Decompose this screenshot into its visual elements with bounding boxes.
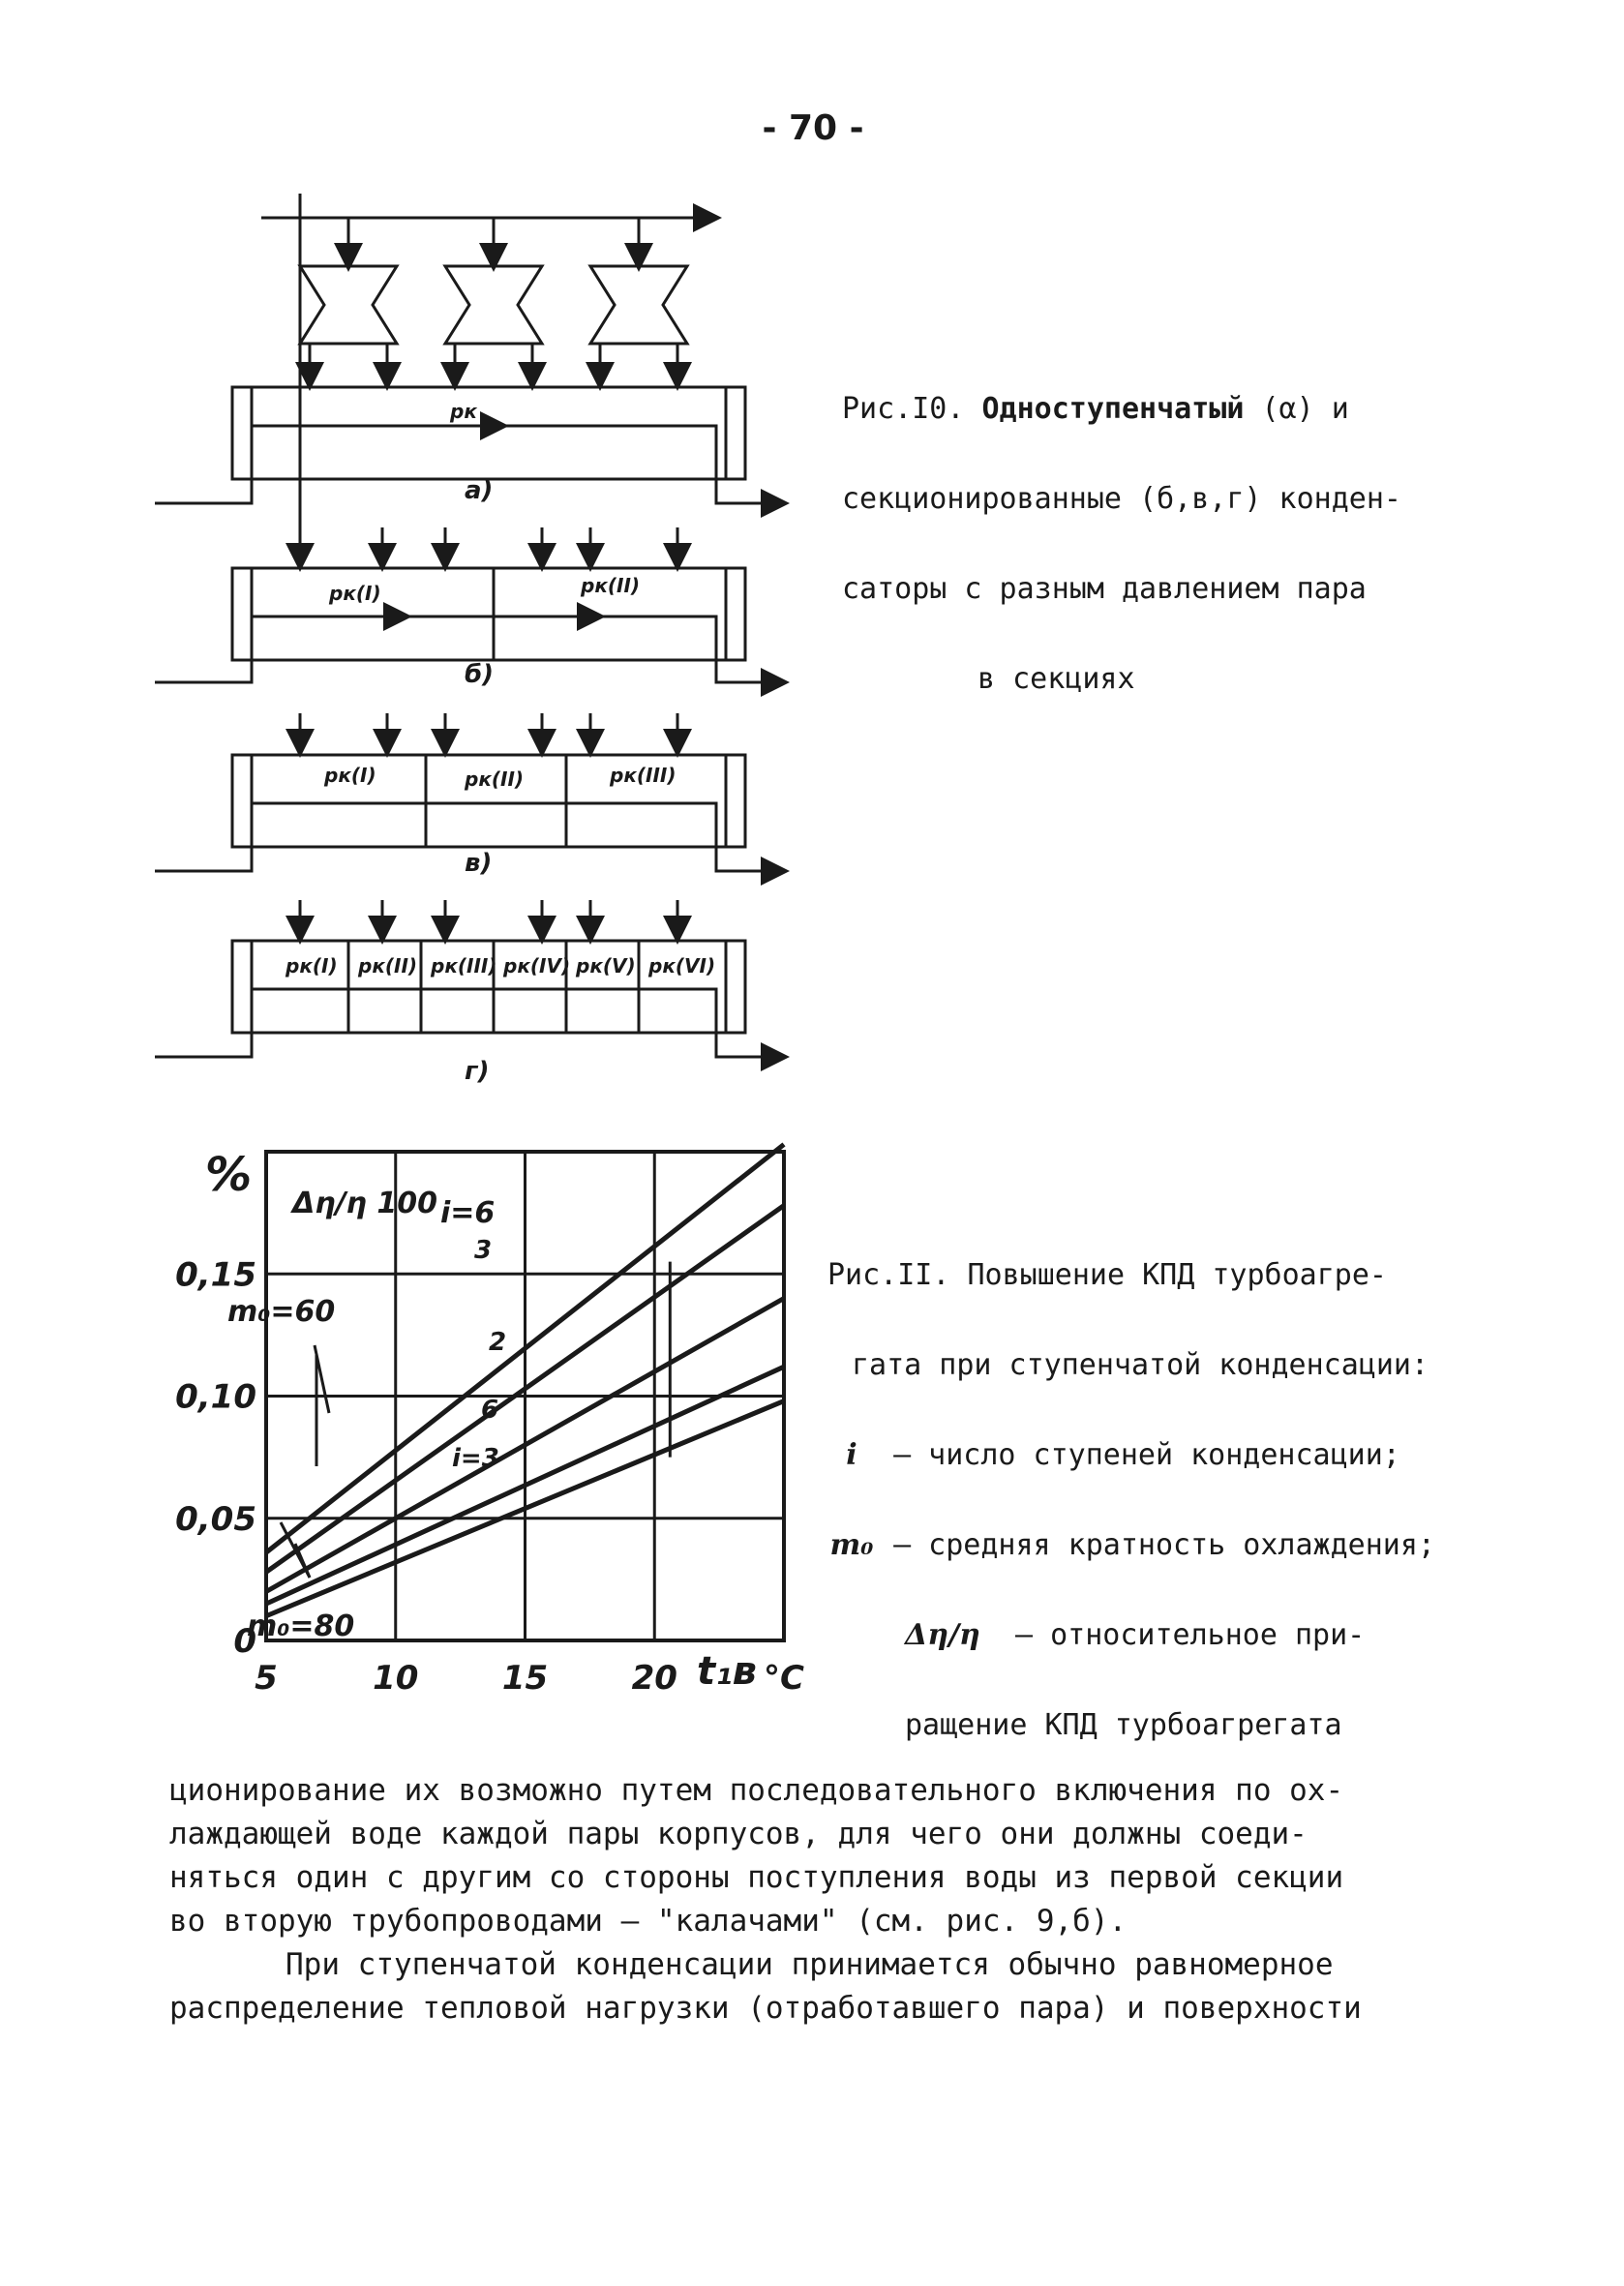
chart-x-tick-label: 20 [631,1659,677,1698]
pressure-b1-label: pк(I) [329,582,381,605]
figure-11-chart [175,1137,813,1737]
figure-10-diagram [174,194,813,1094]
pressure-g4-label: pк(IV) [503,954,571,978]
fig10-caption-bold: Одноступенчатый [981,392,1245,426]
fig11-caption-line6: ращение КПД турбоагрегата [905,1708,1342,1742]
fig11-caption-sym-eta: Δη/η [905,1618,980,1652]
pressure-g6-label: pк(VI) [648,954,716,978]
chart-ylabel: Δη/η 100 [292,1187,437,1220]
body-line-2: лаждающей воде каждой пары корпусов, для чего они должны соеди- [169,1817,1308,1851]
chart-annotation: m₀=80 [247,1609,355,1643]
chart-x-tick-label: 15 [501,1659,549,1698]
pressure-v1-label: pк(I) [324,764,376,787]
page-number: - 70 - [762,108,864,148]
fig11-caption-line3: – число ступеней конденсации; [893,1438,1400,1472]
body-line-6: распределение тепловой нагрузки (отработавшего пара) и поверхности [169,1991,1362,2026]
chart-annotation: 3 [474,1236,493,1265]
body-line-4: во вторую трубопроводами – "калачами" (см. рис. 9,б). [169,1904,1128,1939]
condenser-v [155,713,784,871]
chart-annotation: 6 [481,1396,499,1425]
pressure-g5-label: pк(V) [576,954,636,978]
body-line-1: ционирование их возможно путем последовательного включения по ох- [169,1773,1344,1808]
panel-label-b: б) [465,660,495,689]
chart-annotation: i=6 [440,1196,496,1230]
turbine-1-icon [300,266,397,344]
chart-x-tick-label: 5 [255,1659,278,1698]
chart-y-tick-label: 0 [233,1622,256,1661]
fig10-caption-line2: секционированные (б,в,г) конден- [842,482,1401,516]
fig11-caption-line2: гата при ступенчатой конденсации: [852,1348,1429,1382]
pressure-g3-label: pк(III) [431,954,497,978]
chart-annotation: i=3 [452,1444,499,1473]
figure-11-caption [827,1200,1435,1770]
chart-x-tick-label: °C [764,1659,804,1698]
pressure-v2-label: pк(II) [465,767,525,791]
pressure-b2-label: pк(II) [581,574,641,597]
fig10-caption-prefix: Рис.I0. [842,392,965,426]
turbines [300,218,687,385]
chart-y-tick-label: 0,05 [175,1499,256,1539]
condenser-g [155,900,784,1057]
fig11-caption-line4: – средняя кратность охлаждения; [893,1528,1435,1562]
chart-annotation: 2 [489,1328,507,1357]
panel-label-a: а) [465,476,494,505]
panel-label-v: в) [465,849,493,878]
chart-y-tick-label: 0,10 [175,1377,256,1417]
pressure-g1-label: pк(I) [286,954,338,978]
chart-y-unit: % [205,1148,253,1202]
chart-x-tick-label: 10 [373,1659,419,1698]
turbine-2-icon [445,266,542,344]
fig10-caption-line1-rest: (α) и [1261,392,1349,426]
chart-annotation: m₀=60 [227,1295,336,1329]
body-line-3: няться один с другим со стороны поступления воды из первой секции [169,1860,1344,1895]
panel-label-g: г) [465,1057,490,1086]
turbine-3-icon [590,266,687,344]
body-line-5: При ступенчатой конденсации принимается обычно равномерное [286,1947,1334,1982]
pressure-a-label: pк [450,400,477,423]
pressure-v3-label: pк(III) [610,764,677,787]
fig10-caption-line4: в секциях [977,662,1135,696]
body-text [169,1769,1524,2030]
fig10-caption-line3: саторы с разным давлением пара [842,572,1367,606]
fig11-caption-sym-m0: m₀ [829,1528,874,1562]
pressure-g2-label: pк(II) [358,954,418,978]
fig11-caption-line5: – относительное при- [1014,1618,1366,1652]
chart-y-tick-label: 0,15 [175,1255,256,1295]
figure-10-caption [842,334,1401,724]
fig11-caption-line1: Рис.II. Повышение КПД турбоагре- [827,1258,1387,1292]
chart-xlabel: t₁в [697,1649,757,1694]
fig11-caption-sym-i: i [846,1438,857,1472]
